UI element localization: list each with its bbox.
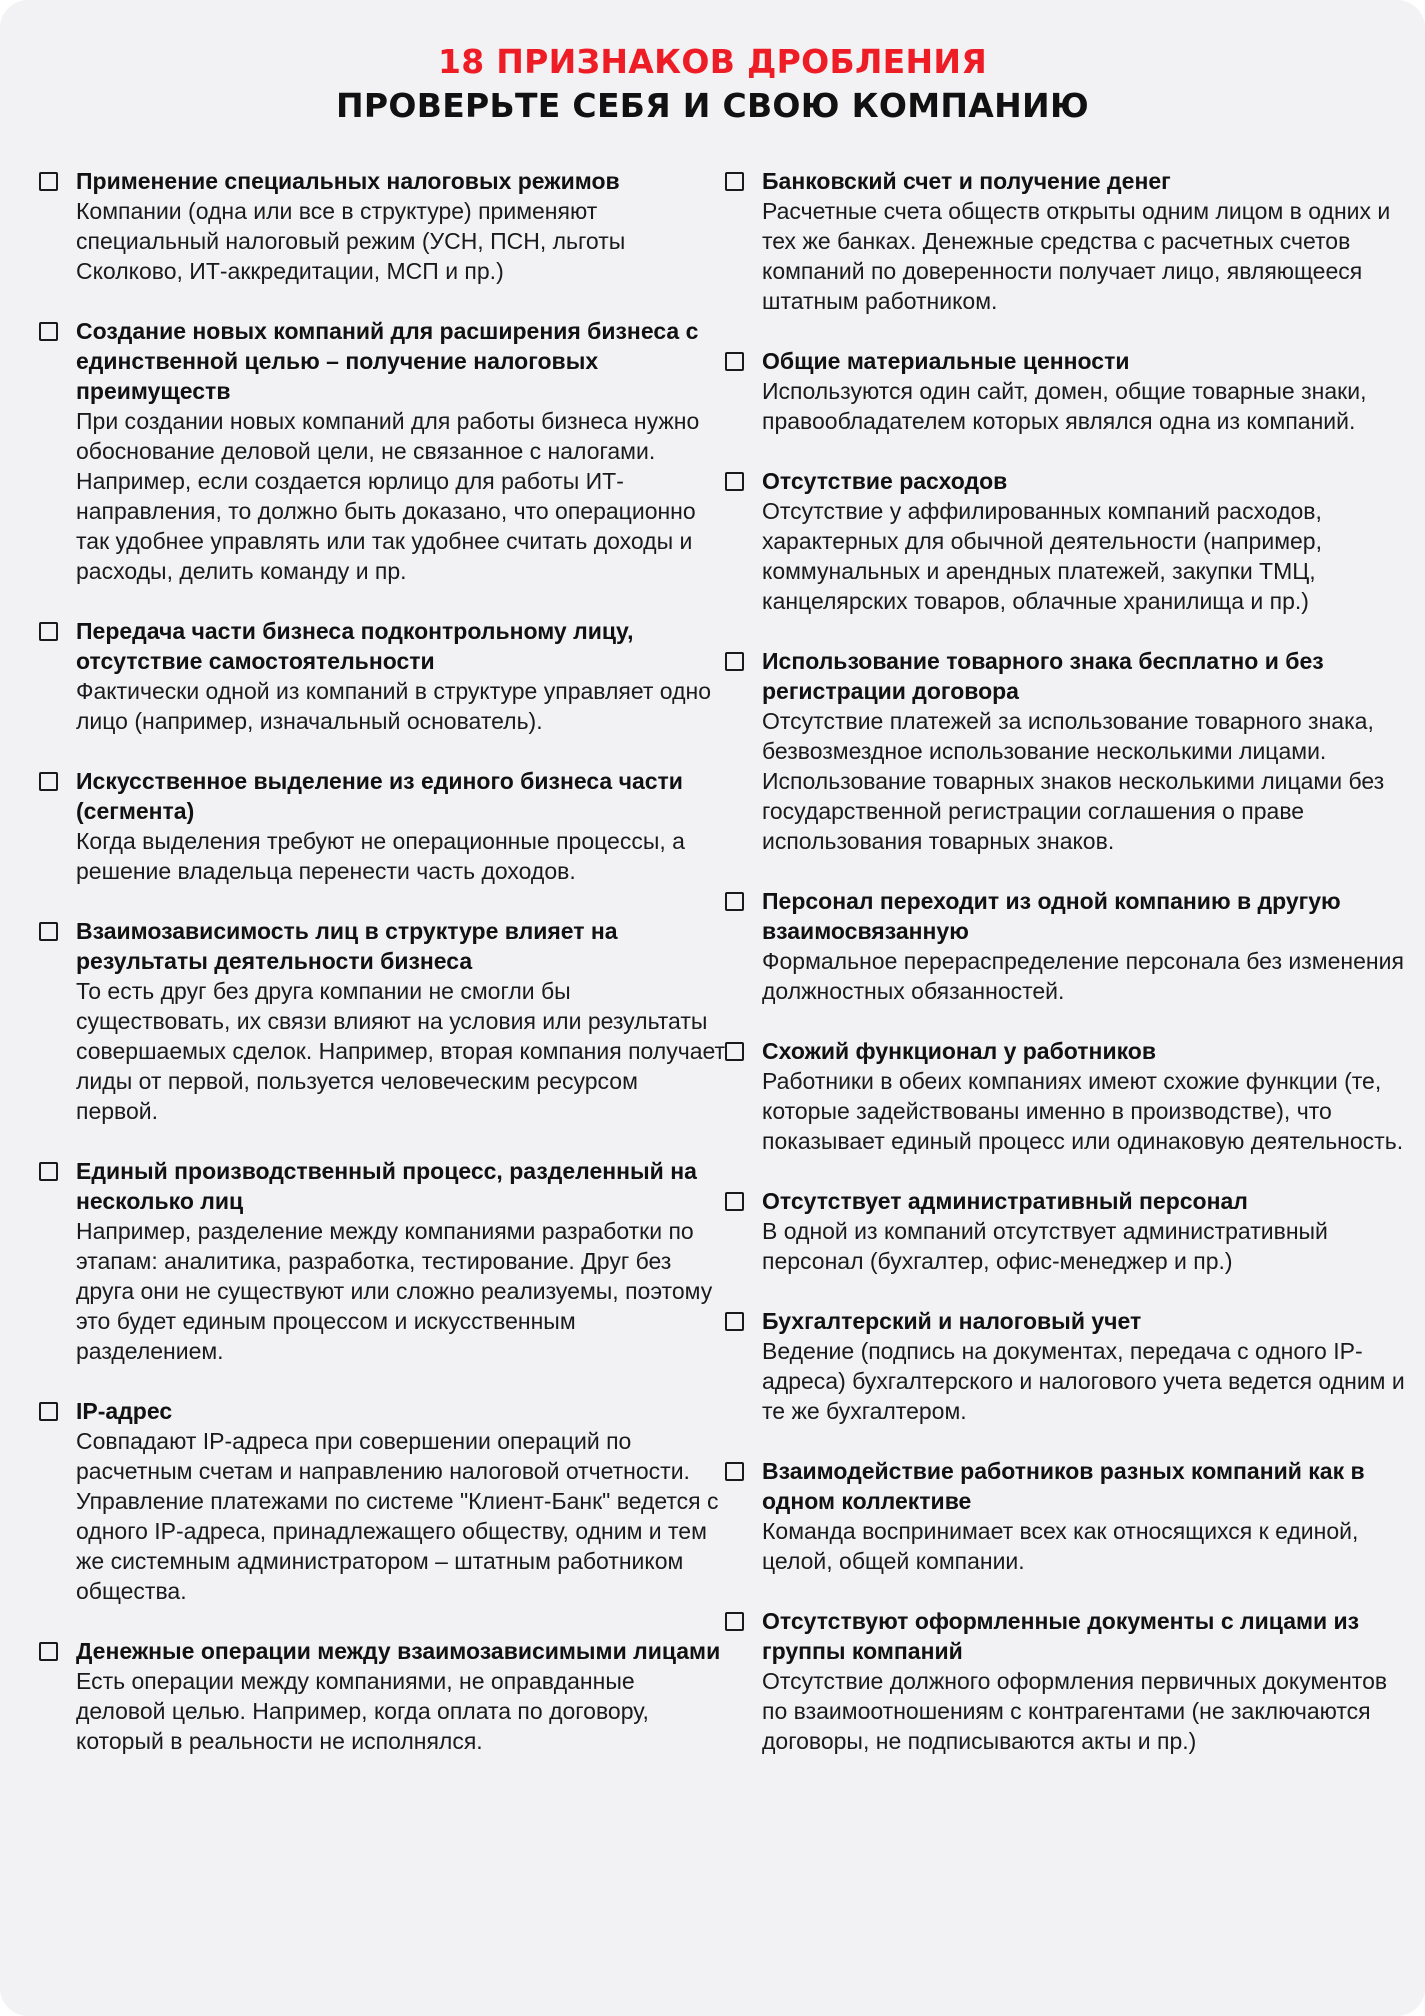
item-description: Работники в обеих компаниях имеют схожие функции (те, которые задействованы именно в производстве), что показывает единый процесс или одинаковую деятельность. <box>762 1068 1404 1154</box>
item-description: То есть друг без друга компании не смогли бы существовать, их связи влияют на условия или результаты совершаемых сделок. Например, вторая компания получает лиды от первой, пользуется человеческим ресурсом первой. <box>76 978 726 1124</box>
checkbox[interactable] <box>725 1462 744 1481</box>
checkbox[interactable] <box>725 1312 744 1331</box>
checklist-item <box>36 766 726 886</box>
left-column <box>36 166 726 1786</box>
item-title: Искусственное выделение из единого бизнеса части (сегмента) <box>76 768 683 824</box>
item-title: Персонал переходит из одной компанию в другую взаимосвязанную <box>762 888 1341 944</box>
checklist-item <box>36 916 726 1126</box>
checkbox[interactable] <box>725 172 744 191</box>
item-title: Передача части бизнеса подконтрольному лицу, отсутствие самостоятельности <box>76 618 634 674</box>
item-title: Использование товарного знака бесплатно и без регистрации договора <box>762 648 1324 704</box>
checklist-item <box>722 1606 1412 1756</box>
checkbox[interactable] <box>725 1612 744 1631</box>
checkbox[interactable] <box>39 922 58 941</box>
checkbox[interactable] <box>39 772 58 791</box>
item-description: При создании новых компаний для работы бизнеса нужно обоснование деловой цели, не связанное с налогами. Например, если создается юрлицо для работы ИТ-направления, то должно быть доказано, что операционно так удобнее управлять или так удобнее считать доходы и расходы, делить команду и пр. <box>76 408 700 584</box>
page-header <box>0 40 1425 128</box>
page-subtitle: ПРОВЕРЬТЕ СЕБЯ И СВОЮ КОМПАНИЮ <box>336 86 1089 125</box>
checklist-item <box>36 166 726 286</box>
item-description: Используются один сайт, домен, общие товарные знаки, правообладателем которых являлся одна из компаний. <box>762 378 1367 434</box>
checklist-item <box>36 1156 726 1366</box>
item-title: Взаимодействие работников разных компаний как в одном коллективе <box>762 1458 1365 1514</box>
item-title: Банковский счет и получение денег <box>762 168 1171 194</box>
item-title: Бухгалтерский и налоговый учет <box>762 1308 1142 1334</box>
checkbox[interactable] <box>725 352 744 371</box>
checkbox[interactable] <box>39 1162 58 1181</box>
checklist-item <box>722 166 1412 316</box>
checkbox[interactable] <box>39 322 58 341</box>
checklist-item <box>722 466 1412 616</box>
checklist-item <box>722 646 1412 856</box>
checkbox[interactable] <box>725 472 744 491</box>
checklist-item <box>722 886 1412 1006</box>
item-title: Денежные операции между взаимозависимыми лицами <box>76 1638 721 1664</box>
checkbox[interactable] <box>725 892 744 911</box>
item-title: IP-адрес <box>76 1398 173 1424</box>
item-description: Расчетные счета обществ открыты одним лицом в одних и тех же банках. Денежные средства с расчетных счетов компаний по доверенности получает лицо, являющееся штатным работником. <box>762 198 1391 314</box>
checklist-item <box>36 616 726 736</box>
item-description: Отсутствие платежей за использование товарного знака, безвозмездное использование несколькими лицами. Использование товарных знаков несколькими лицами без государственной регистрации соглашения о праве использования товарных знаков. <box>762 708 1385 854</box>
item-description: Есть операции между компаниями, не оправданные деловой целью. Например, когда оплата по договору, который в реальности не исполнялся. <box>76 1668 649 1754</box>
checklist-item <box>36 1636 726 1756</box>
checkbox[interactable] <box>39 1402 58 1421</box>
item-title: Общие материальные ценности <box>762 348 1130 374</box>
item-description: Команда воспринимает всех как относящихся к единой, целой, общей компании. <box>762 1518 1359 1574</box>
item-description: Отсутствие у аффилированных компаний расходов, характерных для обычной деятельности (например, коммунальных и арендных платежей, закупки ТМЦ, канцелярских товаров, облачные хранилища и пр.) <box>762 498 1322 614</box>
checkbox[interactable] <box>725 1192 744 1211</box>
item-title: Создание новых компаний для расширения бизнеса с единственной целью – получение налоговых преимуществ <box>76 318 699 404</box>
item-title: Отсутствуют оформленные документы с лицами из группы компаний <box>762 1608 1360 1664</box>
item-title: Отсутствует административный персонал <box>762 1188 1248 1214</box>
item-description: Отсутствие должного оформления первичных документов по взаимоотношениям с контрагентами (не заключаются договоры, не подписываются акты и пр.) <box>762 1668 1388 1754</box>
checkbox[interactable] <box>39 1642 58 1661</box>
checkbox[interactable] <box>39 172 58 191</box>
item-description: Фактически одной из компаний в структуре управляет одно лицо (например, изначальный основатель). <box>76 678 711 734</box>
right-column <box>722 166 1412 1786</box>
checkbox[interactable] <box>725 652 744 671</box>
item-description: Формальное перераспределение персонала без изменения должностных обязанностей. <box>762 948 1404 1004</box>
item-description: В одной из компаний отсутствует административный персонал (бухгалтер, офис-менеджер и пр.) <box>762 1218 1328 1274</box>
item-description: Например, разделение между компаниями разработки по этапам: аналитика, разработка, тестирование. Друг без друга они не существуют или сложно реализуемы, поэтому это будет единым процессом и искусственным разделением. <box>76 1218 713 1364</box>
checklist-item <box>36 316 726 586</box>
item-description: Когда выделения требуют не операционные процессы, а решение владельца перенести часть доходов. <box>76 828 685 884</box>
item-title: Единый производственный процесс, разделенный на несколько лиц <box>76 1158 697 1214</box>
item-description: Совпадают IP-адреса при совершении операций по расчетным счетам и направлению налоговой отчетности. Управление платежами по системе "Клиент-Банк" ведется с одного IP-адреса, принадлежащего обществу, одним и тем же системным администратором – штатным работником общества. <box>76 1428 719 1604</box>
page-title: 18 ПРИЗНАКОВ ДРОБЛЕНИЯ <box>437 42 988 81</box>
item-description: Ведение (подпись на документах, передача с одного IP-адреса) бухгалтерского и налогового учета ведется одним и те же бухгалтером. <box>762 1338 1405 1424</box>
item-title: Отсутствие расходов <box>762 468 1008 494</box>
checklist-item <box>36 1396 726 1606</box>
checklist-item <box>722 1306 1412 1426</box>
item-title: Применение специальных налоговых режимов <box>76 168 620 194</box>
item-title: Взаимозависимость лиц в структуре влияет на результаты деятельности бизнеса <box>76 918 618 974</box>
checkbox[interactable] <box>39 622 58 641</box>
item-description: Компании (одна или все в структуре) применяют специальный налоговый режим (УСН, ПСН, льготы Сколково, ИТ-аккредитации, МСП и пр.) <box>76 198 626 284</box>
checklist-item <box>722 1186 1412 1276</box>
item-title: Схожий функционал у работников <box>762 1038 1156 1064</box>
checklist-item <box>722 1036 1412 1156</box>
checkbox[interactable] <box>725 1042 744 1061</box>
checklist-item <box>722 1456 1412 1576</box>
checklist-item <box>722 346 1412 436</box>
